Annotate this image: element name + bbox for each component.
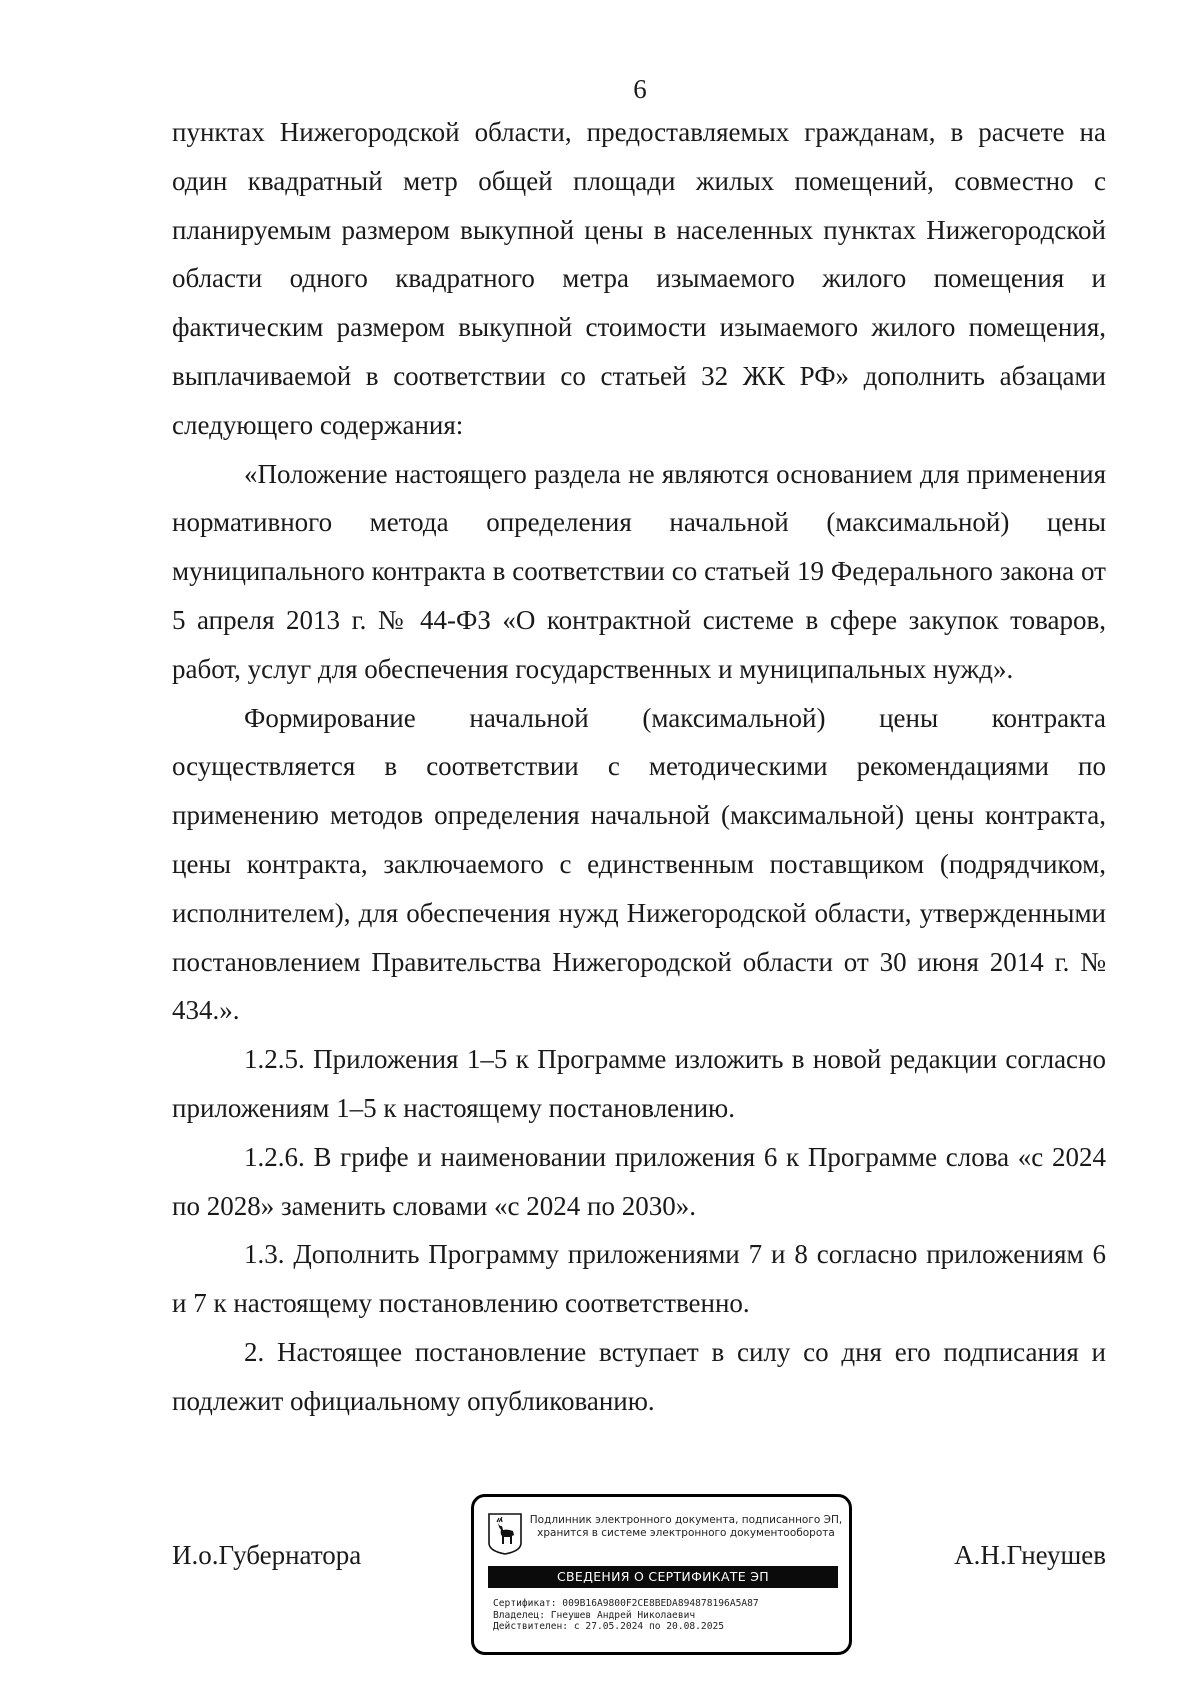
paragraph-continuation: пунктах Нижегородской области, предоставляемых гражданам, в расчете на один квадратный метр общей площади жилых помещений, совместно с планируемым размером выкупной цены в населенных пунктах Нижегородской области одного квадратного метра изымаемого жилого помещения и фактическим размером выкупной стоимости изымаемого жилого помещения, выплачиваемой в соответствии со статьей 32 ЖК РФ» дополнить абзацами следующего содержания: [172,117,1106,440]
certificate-number: Сертификат: 009B16A9800F2CE8BEDA894878196A5A87 [493,1598,759,1609]
page-number: 6 [633,74,647,104]
deer-emblem-icon [488,1513,522,1555]
signatory-position: И.о.Губернатора [172,1540,362,1570]
certificate-owner: Владелец: Гнеушев Андрей Николаевич [493,1609,696,1621]
stamp-note [526,1514,846,1540]
paragraph-item-1-2-6: 1.2.6. В грифе и наименовании приложения 6 к Программе слова «с 2024 по 2028» заменить словами «с 2024 по 2030». [172,1141,1106,1221]
stamp-note-line: хранится в системе электронного документооборота [537,1527,835,1539]
stamp-note-line: Подлинник электронного документа, подписанного ЭП, [529,1514,843,1526]
paragraph-item-1-3: 1.3. Дополнить Программу приложениями 7 и 8 согласно приложениям 6 и 7 к настоящему постановлению соответственно. [172,1239,1106,1319]
certificate-details [493,1598,843,1633]
document-body [172,108,1106,1426]
paragraph-item-2: 2. Настоящее постановление вступает в силу со дня его подписания и подлежит официальному опубликованию. [172,1336,1106,1416]
certificate-header: СВЕДЕНИЯ О СЕРТИФИКАТЕ ЭП [488,1566,838,1588]
certificate-validity: Действителен: с 27.05.2024 по 20.08.2025 [493,1621,725,1632]
electronic-signature-stamp [471,1494,852,1655]
paragraph-quote-intro: «Положение настоящего раздела не являются основанием для применения нормативного метода определения начальной (максимальной) цены муниципального контракта в соответствии со статьей 19 Федерального закона от 5 апреля 2013 г. № 44-ФЗ «О контрактной системе в сфере закупок товаров, работ, услуг для обеспечения государственных и муниципальных нужд». [172,458,1106,684]
paragraph-price-formation: Формирование начальной (максимальной) цены контракта осуществляется в соответствии с методическими рекомендациями по применению методов определения начальной (максимальной) цены контракта, цены контракта, заключаемого с единственным поставщиком (подрядчиком, исполнителем), для обеспечения нужд Нижегородской области, утвержденными постановлением Правительства Нижегородской области от 30 июня 2014 г. № 434.». [172,702,1106,1026]
signatory-name: А.Н.Гнеушев [954,1540,1106,1570]
paragraph-item-1-2-5: 1.2.5. Приложения 1–5 к Программе изложить в новой редакции согласно приложениям 1–5 к настоящему постановлению. [172,1044,1106,1123]
